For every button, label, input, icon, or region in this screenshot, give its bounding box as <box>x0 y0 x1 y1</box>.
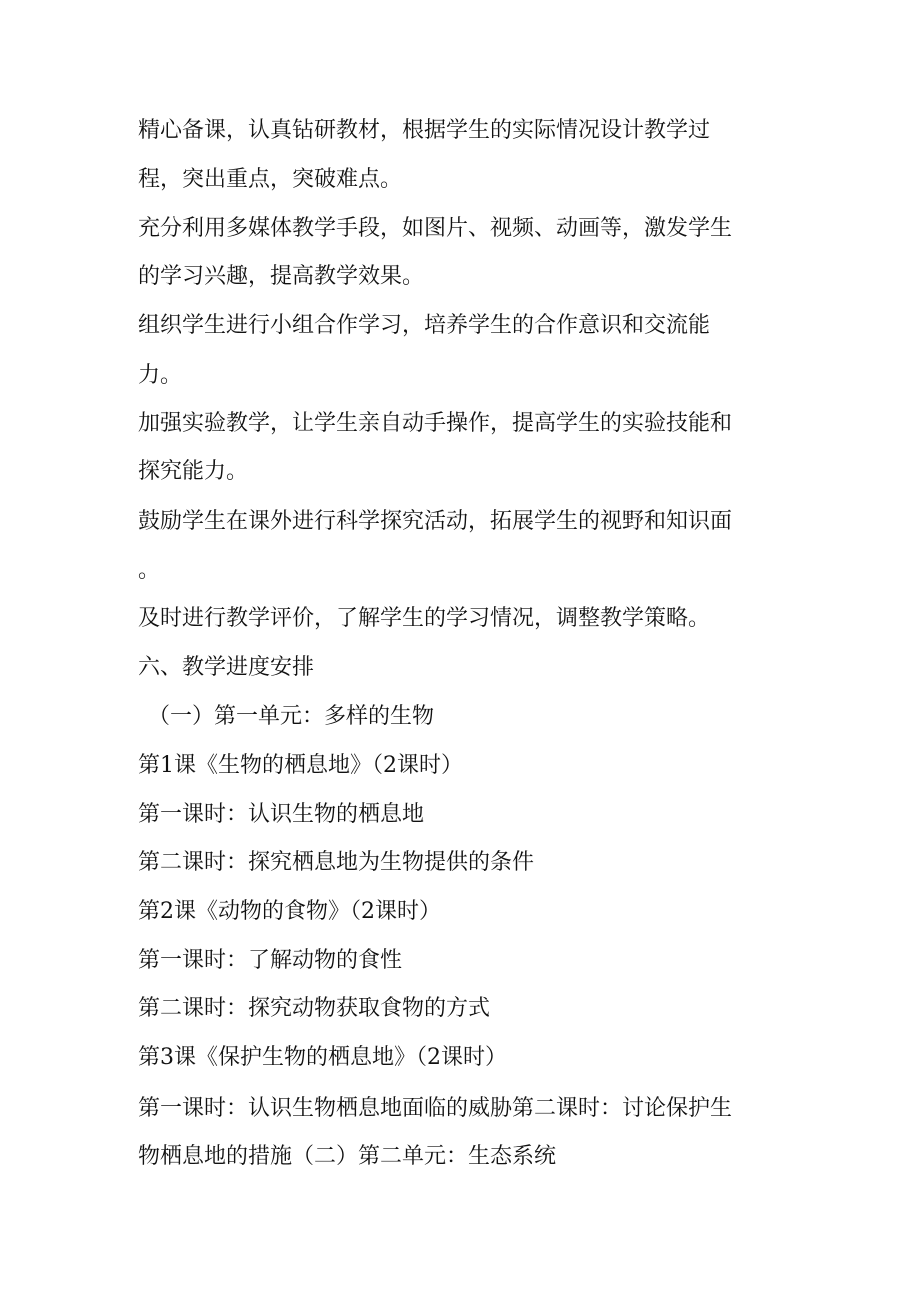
period-item: 第一课时：认识生物栖息地面临的威胁第二课时：讨论保护生 <box>138 1096 733 1121</box>
text-line: 及时进行教学评价，了解学生的学习情况，调整教学策略。 <box>138 606 711 631</box>
lesson-title: 第1课《生物的栖息地》（2课时） <box>138 753 463 778</box>
unit-heading: （一）第一单元：多样的生物 <box>148 704 435 729</box>
text-line: 。 <box>138 558 161 583</box>
section-heading: 六、教学进度安排 <box>138 655 315 680</box>
text-line: 充分利用多媒体教学手段，如图片、视频、动画等，激发学生 <box>138 216 733 241</box>
lesson-title: 第3课《保护生物的栖息地》（2课时） <box>138 1045 507 1070</box>
period-item: 第一课时：了解动物的食性 <box>138 948 403 973</box>
lesson-title: 第2课《动物的食物》（2课时） <box>138 899 441 924</box>
text-line: 鼓励学生在课外进行科学探究活动，拓展学生的视野和知识面 <box>138 509 733 534</box>
text-line: 精心备课，认真钻研教材，根据学生的实际情况设计教学过 <box>138 118 711 143</box>
text-line: 力。 <box>138 363 183 388</box>
text-line: 的学习兴趣，提高教学效果。 <box>138 264 425 289</box>
period-item: 第一课时：认识生物的栖息地 <box>138 802 425 827</box>
text-line: 探究能力。 <box>138 459 249 484</box>
text-line: 加强实验教学，让学生亲自动手操作，提高学生的实验技能和 <box>138 411 733 436</box>
period-item: 第二课时：探究动物获取食物的方式 <box>138 996 491 1021</box>
text-line: 组织学生进行小组合作学习，培养学生的合作意识和交流能 <box>138 313 711 338</box>
period-item: 第二课时：探究栖息地为生物提供的条件 <box>138 850 535 875</box>
text-line: 程，突出重点，突破难点。 <box>138 167 403 192</box>
period-item: 物栖息地的措施（二）第二单元：生态系统 <box>138 1144 557 1169</box>
